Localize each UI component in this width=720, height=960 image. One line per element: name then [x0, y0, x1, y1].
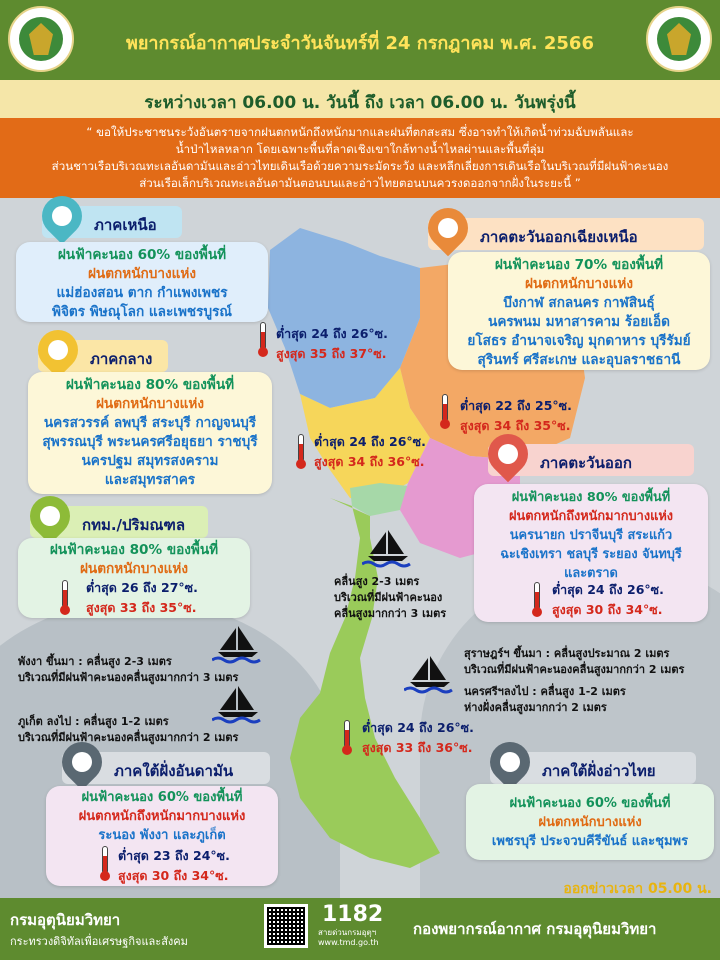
ministry-logo: [8, 6, 74, 72]
sea-line: คลื่นสูงมากกว่า 3 เมตร: [334, 607, 447, 620]
region-tag-south-andaman: [62, 752, 270, 784]
thermometer-icon: [342, 720, 352, 756]
temp-min: ต่ำสุด 24 ถึง 26°ซ.: [314, 434, 426, 449]
sea-line: นครศรีฯลงไป : คลื่นสูง 1-2 เมตร: [464, 685, 626, 698]
rain-chance: ฝนฟ้าคะนอง 80% ของพื้นที่: [511, 490, 671, 505]
rain-chance: ฝนฟ้าคะนอง 70% ของพื้นที่: [494, 257, 664, 273]
temperature-south: [362, 718, 474, 758]
heavy-rain: ฝนตกหนักถึงหนักมากบางแห่ง: [508, 509, 674, 524]
area-line: เพชรบุรี ประจวบคีรีขันธ์ และชุมพร: [491, 834, 689, 849]
sea-line: คลื่นสูง 2-3 เมตร: [334, 575, 420, 588]
sea-surat: [464, 646, 684, 678]
temp-max: สูงสุด 34 ถึง 36°ซ.: [314, 454, 425, 469]
area-line: บึงกาฬ สกลนคร กาฬสินธุ์: [503, 295, 655, 311]
temperature-northeast: [460, 396, 572, 436]
website-link[interactable]: www.tmd.go.th: [318, 938, 379, 947]
temp-max: สูงสุด 34 ถึง 35°ซ.: [460, 418, 571, 433]
thermometer-icon: [100, 846, 110, 882]
location-pin-icon: [428, 208, 468, 254]
page-title: พยากรณ์อากาศประจำวันจันทร์ที่ 24 กรกฎาคม พ.ศ. 2566: [126, 33, 594, 54]
heavy-rain: ฝนตกหนักบางแห่ง: [524, 276, 634, 292]
area-line: สุพรรณบุรี พระนครศรีอยุธยา ราชบุรี: [42, 434, 258, 450]
heavy-rain: ฝนตกหนักบางแห่ง: [95, 396, 205, 412]
forecast-period: ระหว่างเวลา 06.00 น. วันนี้ ถึง เวลา 06.00 น. วันพรุ่งนี้: [144, 93, 576, 113]
area-line: แม่ฮ่องสอน ตาก กำแพงเพชร: [56, 285, 228, 301]
region-name: กทม./ปริมณฑล: [82, 516, 186, 534]
sea-gulf-upper: [334, 574, 446, 622]
temp-min: ต่ำสุด 24 ถึง 26°ซ.: [362, 720, 474, 735]
temp-min: ต่ำสุด 23 ถึง 24°ซ.: [118, 848, 230, 863]
footer-bar: [0, 898, 720, 960]
warning-line: ส่วนชาวเรือบริเวณทะเลอันดามันและอ่าวไทยเดินเรือด้วยความระมัดระวัง และหลีกเลี่ยงการเดินเรือในบริเวณที่มีฝนฟ้าคะนอง: [51, 159, 669, 173]
sea-line: บริเวณที่มีฝนฟ้าคะนอง: [334, 591, 443, 604]
area-line: นครสวรรค์ ลพบุรี สระบุรี กาญจนบุรี: [43, 415, 257, 431]
temp-max: สูงสุด 35 ถึง 37°ซ.: [276, 346, 387, 361]
area-line: ระนอง พังงา และภูเก็ต: [98, 828, 226, 843]
temperature-bangkok: [86, 578, 198, 618]
temp-max: สูงสุด 30 ถึง 34°ซ.: [118, 868, 229, 883]
location-pin-icon: [42, 196, 82, 242]
boat-icon: [362, 528, 414, 568]
region-card-south-gulf: [466, 784, 714, 860]
region-name: ภาคตะวันออกเฉียงเหนือ: [480, 228, 638, 246]
sea-phangnga: [18, 654, 238, 686]
heavy-rain: ฝนตกหนักบางแห่ง: [538, 815, 642, 830]
sea-line: พังงา ขึ้นมา : คลื่นสูง 2-3 เมตร: [18, 655, 172, 668]
qr-code-icon[interactable]: [264, 904, 308, 948]
sea-line: บริเวณที่มีฝนฟ้าคะนองคลื่นสูงมากกว่า 3 เมตร: [18, 671, 239, 684]
warning-line: ส่วนเรือเล็กบริเวณทะเลอันดามันตอนบนและอ่าวไทยตอนบนควรงดออกจากฝั่งในระยะนี้ ”: [139, 176, 581, 190]
area-line: สุรินทร์ ศรีสะเกษ และอุบลราชธานี: [477, 352, 681, 368]
heavy-rain: ฝนตกหนักบางแห่ง: [87, 266, 197, 282]
location-pin-icon: [488, 434, 528, 480]
region-tag-south-gulf: [490, 752, 696, 784]
heavy-rain: ฝนตกหนักบางแห่ง: [79, 561, 189, 577]
rain-chance: ฝนฟ้าคะนอง 60% ของพื้นที่: [57, 247, 227, 263]
temperature-south-andaman: [118, 846, 230, 886]
region-name: ภาคใต้ฝั่งอันดามัน: [114, 762, 234, 780]
header-bar: [0, 0, 720, 80]
warning-box: [0, 118, 720, 198]
region-card-central: [28, 372, 272, 494]
region-tag-east: [488, 444, 694, 476]
heavy-rain: ฝนตกหนักถึงหนักมากบางแห่ง: [78, 809, 246, 824]
sea-line: สุราษฎร์ฯ ขึ้นมา : คลื่นสูงประมาณ 2 เมตร: [464, 647, 670, 660]
rain-chance: ฝนฟ้าคะนอง 80% ของพื้นที่: [65, 377, 235, 393]
period-band: [0, 80, 720, 118]
temp-max: สูงสุด 30 ถึง 34°ซ.: [552, 602, 663, 617]
region-tag-northeast: [428, 218, 704, 250]
rain-chance: ฝนฟ้าคะนอง 60% ของพื้นที่: [81, 790, 243, 805]
sea-line: บริเวณที่มีฝนฟ้าคะนองคลื่นสูงมากกว่า 2 เมตร: [18, 731, 239, 744]
temp-min: ต่ำสุด 22 ถึง 25°ซ.: [460, 398, 572, 413]
area-line: พิจิตร พิษณุโลก และเพชรบูรณ์: [52, 304, 232, 320]
region-card-northeast: [448, 252, 710, 370]
rain-chance: ฝนฟ้าคะนอง 80% ของพื้นที่: [49, 542, 219, 558]
location-pin-icon: [30, 496, 70, 542]
warning-line: “ ขอให้ประชาชนระวังอันตรายจากฝนตกหนักถึงหนักมากและฝนที่ตกสะสม ซึ่งอาจทำให้เกิดน้ำท่วมฉับพลันและ: [86, 125, 634, 139]
temp-max: สูงสุด 33 ถึง 36°ซ.: [362, 740, 473, 755]
sea-line: บริเวณที่มีฝนฟ้าคะนองคลื่นสูงมากกว่า 2 เมตร: [464, 663, 685, 676]
area-line: นครพนม มหาสารคาม ร้อยเอ็ด: [488, 314, 670, 330]
region-name: ภาคกลาง: [90, 350, 153, 368]
sea-phuket: [18, 714, 238, 746]
region-name: ภาคใต้ฝั่งอ่าวไทย: [542, 762, 656, 780]
tmd-logo: [646, 6, 712, 72]
region-tag-bangkok: [30, 506, 208, 538]
hotline-number: 1182: [322, 902, 384, 927]
temperature-east: [552, 580, 664, 620]
thermometer-icon: [258, 322, 268, 358]
thermometer-icon: [440, 394, 450, 430]
thermometer-icon: [532, 582, 542, 618]
footer-org: กรมอุตุนิยมวิทยา: [10, 911, 121, 929]
location-pin-icon: [62, 742, 102, 788]
location-pin-icon: [38, 330, 78, 376]
sea-line: ภูเก็ต ลงไป : คลื่นสูง 1-2 เมตร: [18, 715, 169, 728]
region-name: ภาคเหนือ: [94, 216, 157, 234]
thermometer-icon: [296, 434, 306, 470]
sea-line: ห่างฝั่งคลื่นสูงมากกว่า 2 เมตร: [464, 701, 607, 714]
region-name: ภาคตะวันออก: [540, 454, 632, 472]
footer-division: กองพยากรณ์อากาศ กรมอุตุนิยมวิทยา: [413, 920, 657, 938]
footer-ministry: กระทรวงดิจิทัลเพื่อเศรษฐกิจและสังคม: [10, 935, 188, 948]
temp-min: ต่ำสุด 26 ถึง 27°ซ.: [86, 580, 198, 595]
temperature-north: [276, 324, 388, 364]
region-tag-north: [42, 206, 182, 238]
boat-icon: [404, 654, 456, 694]
region-tag-central: [38, 340, 168, 372]
issued-time: ออกข่าวเวลา 05.00 น.: [563, 881, 712, 897]
region-card-north: [16, 242, 268, 322]
sea-nakhon: [464, 684, 626, 716]
temp-max: สูงสุด 33 ถึง 35°ซ.: [86, 600, 197, 615]
hotline-caption: สายด่วนกรมอุตุฯ: [318, 928, 377, 937]
area-line: นครนายก ปราจีนบุรี สระแก้ว: [509, 528, 673, 543]
location-pin-icon: [490, 742, 530, 788]
area-line: ยโสธร อำนาจเจริญ มุกดาหาร บุรีรัมย์: [467, 333, 691, 349]
area-line: นครปฐม สมุทรสงคราม: [81, 453, 219, 469]
area-line: และตราด: [564, 566, 618, 581]
hotline-sub: [318, 928, 379, 948]
area-line: และสมุทรสาคร: [104, 472, 196, 488]
area-line: ฉะเชิงเทรา ชลบุรี ระยอง จันทบุรี: [500, 547, 682, 562]
thermometer-icon: [60, 580, 70, 616]
temp-min: ต่ำสุด 24 ถึง 26°ซ.: [276, 326, 388, 341]
temp-min: ต่ำสุด 24 ถึง 26°ซ.: [552, 582, 664, 597]
warning-line: น้ำป่าไหลหลาก โดยเฉพาะพื้นที่ลาดเชิงเขาใกล้ทางน้ำไหลผ่านและพื้นที่ลุ่ม: [175, 142, 545, 156]
temperature-central: [314, 432, 426, 472]
rain-chance: ฝนฟ้าคะนอง 60% ของพื้นที่: [509, 796, 671, 811]
